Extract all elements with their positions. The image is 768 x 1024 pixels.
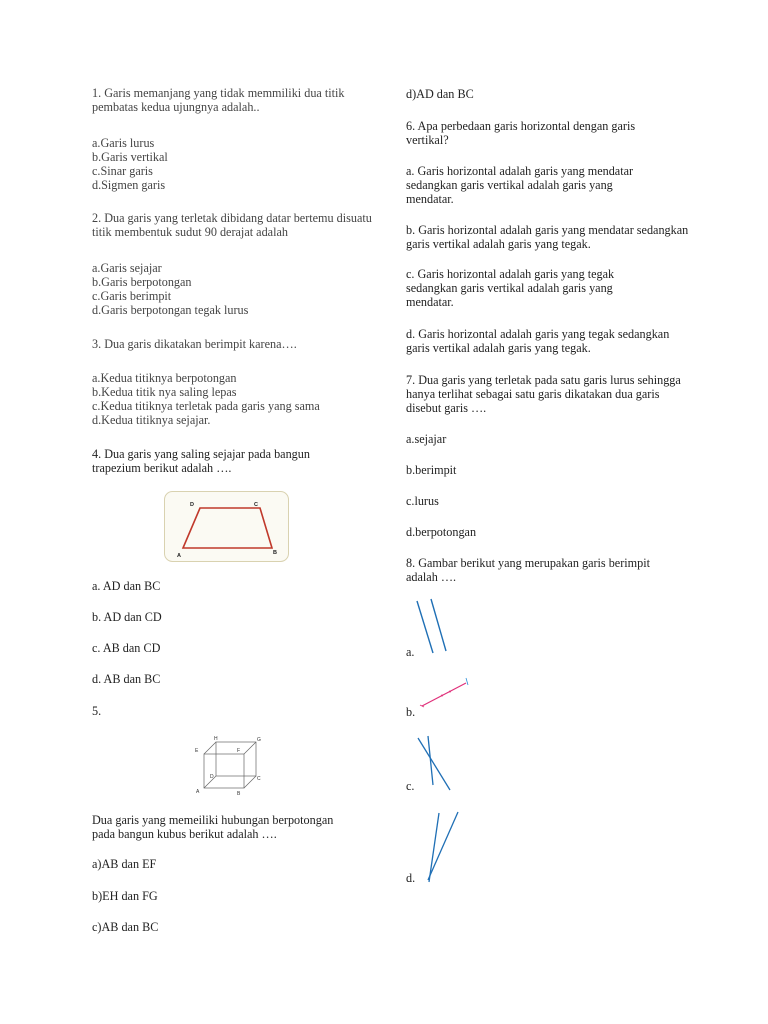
q7-option-a: a.sejajar <box>406 432 447 446</box>
figure-coincident-lines <box>414 674 474 714</box>
q4-option-b: b. AD dan CD <box>92 610 162 624</box>
q4-question: 4. Dua garis yang saling sejajar pada bangun trapezium berikut adalah …. <box>92 447 310 475</box>
vertex-label-b: B <box>273 550 277 556</box>
line-2 <box>428 812 458 880</box>
cube-label-f: F <box>237 748 241 754</box>
q8-option-b: b. <box>406 705 416 719</box>
trapezium-figure <box>164 491 290 563</box>
q7-option-b: b.berimpit <box>406 463 457 477</box>
cube-label-d: D <box>210 774 214 780</box>
q1-option-b: b.Garis vertikal <box>92 150 168 164</box>
q2-question: 2. Dua garis yang terletak dibidang datar bertemu disuatu titik membentuk sudut 90 derajat adalah <box>92 211 372 239</box>
q7-option-d: d.berpotongan <box>406 525 477 539</box>
cube-label-c: C <box>257 776 261 782</box>
cube-label-b: B <box>237 791 241 797</box>
q5-option-b: b)EH dan FG <box>92 889 158 903</box>
q8-option-c: c. <box>406 779 415 793</box>
vertex-label-c: C <box>254 502 258 508</box>
coincident-line <box>422 683 466 706</box>
q5-number: 5. <box>92 704 102 718</box>
q6-question: 6. Apa perbedaan garis horizontal dengan garis vertikal? <box>406 119 636 147</box>
q3-option-d: d.Kedua titiknya sejajar. <box>92 413 211 427</box>
figure-intersecting-lines <box>412 733 460 793</box>
q6-option-c: c. Garis horizontal adalah garis yang tegak sedangkan garis vertikal adalah garis yang mendatar. <box>406 267 615 309</box>
q2-option-c: c.Garis berimpit <box>92 289 172 303</box>
q3-question: 3. Dua garis dikatakan berimpit karena…. <box>92 337 297 351</box>
q1-option-d: d.Sigmen garis <box>92 178 166 192</box>
q8-option-a: a. <box>406 645 415 659</box>
line-1 <box>418 738 450 790</box>
vertex-label-d: D <box>190 502 194 508</box>
q6-option-a: a. Garis horizontal adalah garis yang mendatar sedangkan garis vertikal adalah garis yang mendatar. <box>406 164 634 206</box>
q2-option-b: b.Garis berpotongan <box>92 275 192 289</box>
cube-figure <box>192 734 272 796</box>
line-1 <box>417 601 433 653</box>
q8-option-d: d. <box>406 871 416 885</box>
q3-option-a: a.Kedua titiknya berpotongan <box>92 371 237 385</box>
q4-option-a: a. AD dan BC <box>92 579 161 593</box>
q6-option-d: d. Garis horizontal adalah garis yang tegak sedangkan garis vertikal adalah garis yang tegak. <box>406 327 670 355</box>
q6-option-b: b. Garis horizontal adalah garis yang mendatar sedangkan garis vertikal adalah garis yang tegak. <box>406 223 689 251</box>
vertex-label-a: A <box>177 553 181 559</box>
q1-option-c: c.Sinar garis <box>92 164 153 178</box>
q5-question: Dua garis yang memeiliki hubungan berpotongan pada bangun kubus berikut adalah …. <box>92 813 334 841</box>
cube-label-g: G <box>257 737 261 743</box>
q4-option-c: c. AB dan CD <box>92 641 161 655</box>
q4-option-d: d. AB dan BC <box>92 672 161 686</box>
q5-option-c: c)AB dan BC <box>92 920 159 934</box>
cube-label-h: H <box>214 736 218 742</box>
q5-option-a: a)AB dan EF <box>92 857 157 871</box>
cube-label-a: A <box>196 789 200 795</box>
q2-option-a: a.Garis sejajar <box>92 261 162 275</box>
cube-label-e: E <box>195 748 199 754</box>
figure-parallel-lines <box>410 596 455 658</box>
q7-option-c: c.lurus <box>406 494 439 508</box>
line-1 <box>429 813 439 882</box>
q2-option-d: d.Garis berpotongan tegak lurus <box>92 303 249 317</box>
cube-front-face <box>204 754 244 788</box>
q3-option-b: b.Kedua titik nya saling lepas <box>92 385 237 399</box>
q1-question: 1. Garis memanjang yang tidak memmiliki dua titik pembatas kedua ujungnya adalah.. <box>92 86 345 114</box>
figure-diverging-lines <box>420 808 466 888</box>
q8-question: 8. Gambar berikut yang merupakan garis berimpit adalah …. <box>406 556 651 584</box>
figure-frame <box>165 492 289 562</box>
cube-back-face <box>216 742 256 776</box>
line-2 <box>431 599 446 651</box>
q5-option-d: d)AD dan BC <box>406 87 474 101</box>
q3-option-c: c.Kedua titiknya terletak pada garis yang sama <box>92 399 320 413</box>
q1-option-a: a.Garis lurus <box>92 136 155 150</box>
q7-question: 7. Dua garis yang terletak pada satu garis lurus sehingga hanya terlihat sebagai satu garis dikatakan dua garis disebut garis …. <box>406 373 681 415</box>
